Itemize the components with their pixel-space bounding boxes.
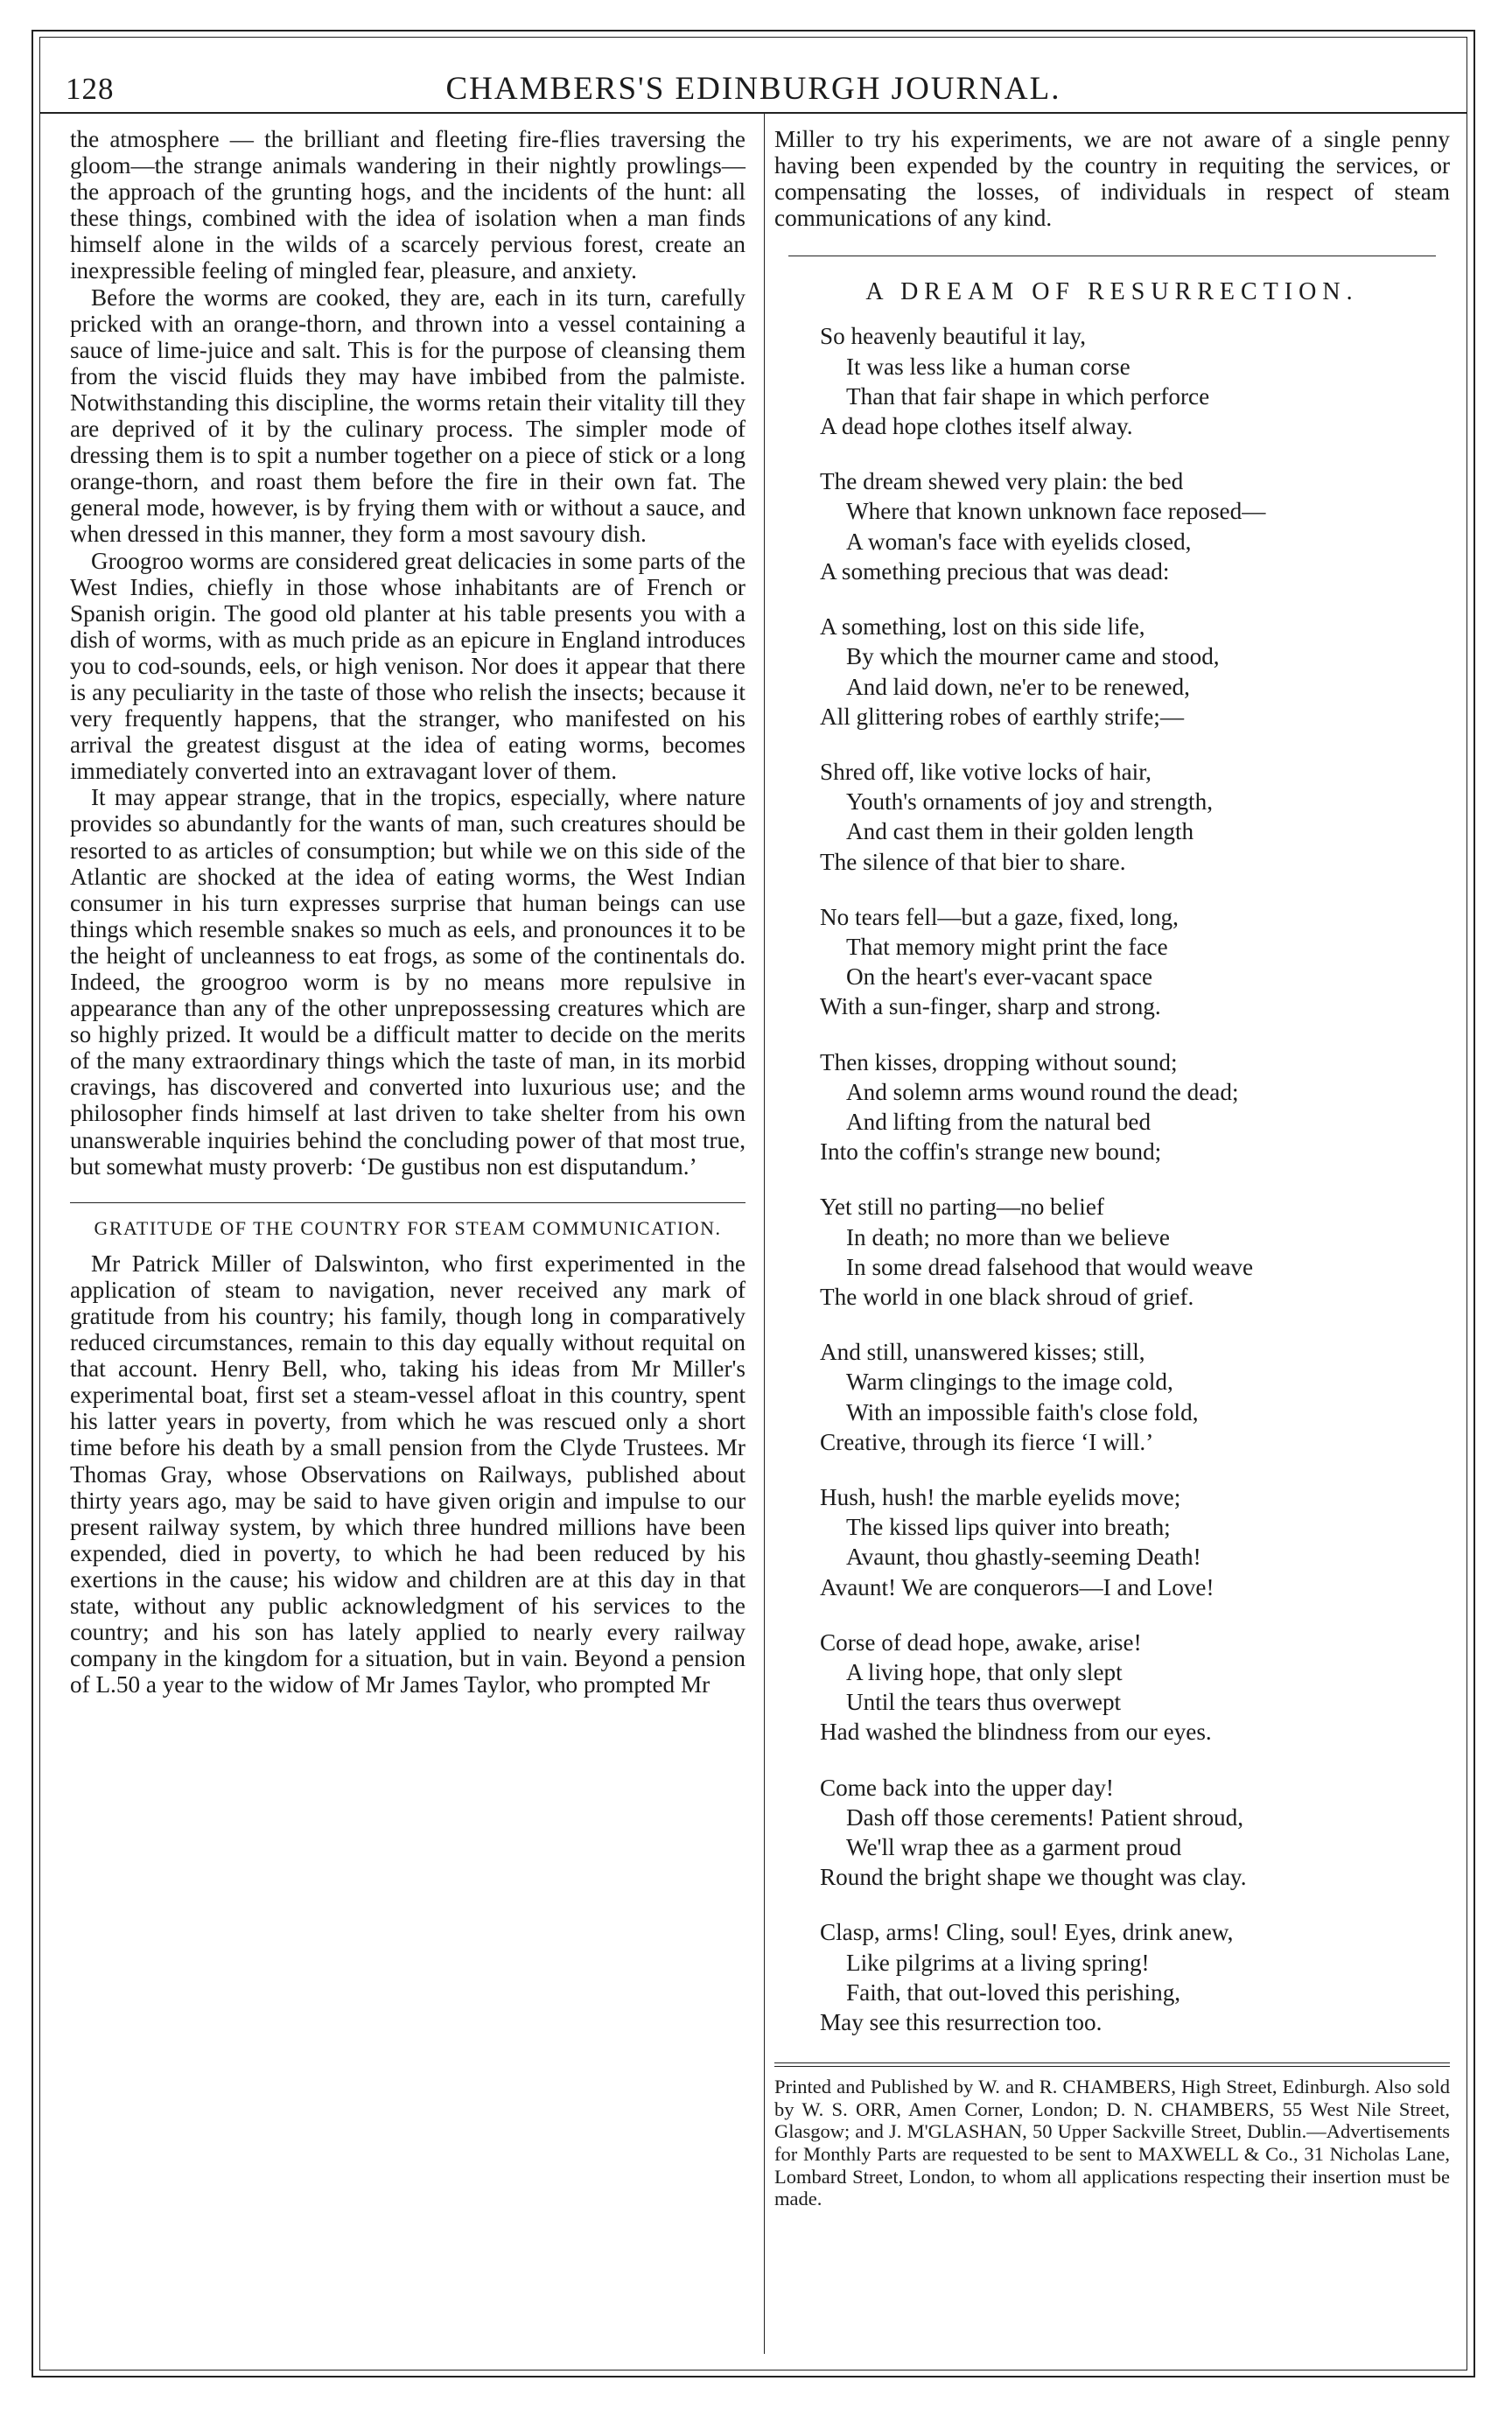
- poem: [820, 321, 1450, 2037]
- poem-line: Youth's ornaments of joy and strength,: [846, 788, 1213, 816]
- poem-line: Clasp, arms! Cling, soul! Eyes, drink anew,: [820, 1919, 1234, 1946]
- poem-line: On the heart's ever-vacant space: [846, 963, 1153, 991]
- poem-line: The kissed lips quiver into breath;: [846, 1514, 1171, 1541]
- poem-line: And solemn arms wound round the dead;: [846, 1078, 1239, 1105]
- poem-line: It was less like a human corse: [846, 353, 1130, 380]
- poem-line: All glittering robes of earthly strife;—: [820, 703, 1185, 730]
- poem-line: Then kisses, dropping without sound;: [820, 1048, 1178, 1075]
- poem-line: The world in one black shroud of grief.: [820, 1283, 1194, 1310]
- poem-line: That memory might print the face: [846, 933, 1168, 960]
- page-header: [39, 37, 1467, 114]
- poem-line: Hush, hush! the marble eyelids move;: [820, 1483, 1181, 1510]
- poem-line: In some dread falsehood that would weave: [846, 1253, 1254, 1280]
- poem-line: We'll wrap thee as a garment proud: [846, 1834, 1182, 1860]
- poem-title: A DREAM OF RESURRECTION.: [865, 278, 1359, 306]
- paragraph: Miller to try his experiments, we are not aware of a single penny having been expended by the country in requiting the services, or compensating the losses, of individuals in respect of steam communications of any kind.: [774, 126, 1450, 232]
- poem-line: Than that fair shape in which perforce: [846, 382, 1210, 410]
- poem-line: A something, lost on this side life,: [820, 613, 1145, 641]
- poem-line: A woman's face with eyelids closed,: [846, 528, 1192, 555]
- poem-line: Where that known unknown face reposed—: [846, 498, 1266, 525]
- poem-line: Avaunt! We are conquerors—I and Love!: [820, 1573, 1214, 1600]
- poem-line: Warm clingings to the image cold,: [846, 1369, 1173, 1396]
- poem-line: The silence of that bier to share.: [820, 848, 1126, 875]
- poem-line: May see this resurrection too.: [820, 2009, 1102, 2036]
- paragraph: Mr Patrick Miller of Dalswinton, who first experimented in the application of steam to navigation, never received any mark of gratitude from his country; his family, though long in comparatively reduced circumstances, remain to this day equally without requital on that account. Henry Bell, who, taking his ideas from Mr Miller's experimental boat, first set a steam-vessel afloat in this country, spent his latter years in poverty, from which he was rescued only a short time before his death by a small pension from the Clyde Trustees. Mr Thomas Gray, whose Observations on Railways, published about thirty years ago, may be said to have given origin and impulse to our present railway system, by which three hundred millions have been expended, died in poverty, to which he had been reduced by his exertions in the cause; his widow and children are at this day in that state, without any public acknowledgment of his services to the country; and his son has lately applied to nearly every railway company in the kingdom for a situation, but in vain. Beyond a pension of L.50 a year to the widow of Mr James Taylor, who prompted Mr: [70, 1250, 746, 1698]
- column-divider: [764, 114, 765, 2354]
- poem-stanza: [820, 321, 1450, 441]
- left-column: [70, 126, 746, 1698]
- poem-line: Like pilgrims at a living spring!: [846, 1949, 1150, 1976]
- poem-line: With a sun-finger, sharp and strong.: [820, 993, 1161, 1020]
- imprint: Printed and Published by W. and R. CHAMBERS, High Street, Edinburgh. Also sold by W. S. ORR, Amen Corner, London; D. N. CHAMBERS, 55 West Nile Street, Glasgow; and J. M'GLASHAN, 50 Upper Sackville Street, Dublin.—Advertisements for Monthly Parts are requested to be sent to MAXWELL & Co., 31 Nicholas Lane, Lombard Street, London, to whom all applications respecting their insertion must be made.: [774, 2076, 1450, 2210]
- poem-line: In death; no more than we believe: [846, 1223, 1170, 1250]
- poem-line: And laid down, ne'er to be renewed,: [846, 673, 1190, 700]
- poem-stanza: [820, 1192, 1450, 1312]
- section-divider: [70, 1202, 746, 1203]
- poem-line: Corse of dead hope, awake, arise!: [820, 1628, 1142, 1656]
- paragraph: Groogroo worms are considered great delicacies in some parts of the West Indies, chiefly in those whose inhabitants are of French or Spanish origin. The good old planter at his table presents you with a dish of worms, with as much pride as an epicure in England introduces you to cod-sounds, eels, or high venison. Nor does it appear that there is any peculiarity in the taste of those who relish the insects; because it very frequently happens, that the stranger, who manifested on his arrival the greatest disgust at the idea of eating worms, becomes immediately converted into an extravagant lover of them.: [70, 547, 746, 785]
- poem-line: With an impossible faith's close fold,: [846, 1398, 1199, 1425]
- poem-stanza: [820, 1628, 1450, 1747]
- paragraph: It may appear strange, that in the tropics, especially, where nature provides so abundantly for the wants of man, such creatures should be resorted to as articles of consumption; but while we on this side of the Atlantic are shocked at the idea of eating worms, the West Indian consumer in his turn expresses surprise that human beings can use things which resemble snakes so much as eels, and pronounces it to be the height of uncleanness to eat frogs, as some of the continentals do. Indeed, the groogroo worm is by no means more repulsive in appearance than any of the other unprepossessing creatures which are so highly prized. It would be a difficult matter to decide on the merits of the many extraordinary things which the taste of man, in its morbid cravings, has discovered and converted into luxurious use; and the philosopher finds himself at last driven to take shelter from his own unanswerable inquiries behind the concluding power of that most true, but somewhat musty proverb: ‘De gustibus non est disputandum.’: [70, 784, 746, 1180]
- poem-line: Yet still no parting—no belief: [820, 1194, 1104, 1221]
- poem-line: Dash off those cerements! Patient shroud,: [846, 1803, 1244, 1831]
- poem-line: Avaunt, thou ghastly-seeming Death!: [846, 1544, 1201, 1571]
- poem-stanza: [820, 1773, 1450, 1893]
- poem-line: Shred off, like votive locks of hair,: [820, 758, 1152, 785]
- poem-line: Come back into the upper day!: [820, 1774, 1114, 1801]
- poem-line: Until the tears thus overwept: [846, 1689, 1122, 1716]
- poem-line: Round the bright shape we thought was clay.: [820, 1864, 1247, 1891]
- poem-stanza: [820, 1047, 1450, 1167]
- poem-line: Creative, through its fierce ‘I will.’: [820, 1428, 1154, 1455]
- poem-stanza: [820, 466, 1450, 586]
- paragraph: Before the worms are cooked, they are, each in its turn, carefully pricked with an orange-thorn, and thrown into a vessel containing a sauce of lime-juice and salt. This is for the purpose of cleansing them from the viscid fluids they may have imbibed from the palmiste. Notwithstanding this discipline, the worms retain their vitality till they are deprived of it by the culinary process. The simpler mode of dressing them is to spit a number together on a piece of stick or a long orange-thorn, and roast them before the fire in their own fat. The general mode, however, is by frying them with or without a sauce, and when dressed in this manner, they form a most savoury dish.: [70, 284, 746, 548]
- poem-stanza: [820, 612, 1450, 732]
- article-title: GRATITUDE OF THE COUNTRY FOR STEAM COMMUNICATION.: [94, 1216, 722, 1239]
- imprint-divider: [774, 2062, 1450, 2067]
- poem-line: Faith, that out-loved this perishing,: [846, 1978, 1181, 2006]
- poem-stanza: [820, 902, 1450, 1022]
- poem-line: No tears fell—but a gaze, fixed, long,: [820, 903, 1179, 930]
- paragraph: the atmosphere — the brilliant and fleeting fire-flies traversing the gloom—the strange animals wandering in their nightly prowlings—the approach of the grunting hogs, and the incidents of the hunt: all these things, combined with the idea of isolation when a man finds himself alone in the wilds of a scarcely pervious forest, create an inexpressible feeling of mingled fear, pleasure, and anxiety.: [70, 126, 746, 284]
- poem-line: A living hope, that only slept: [846, 1658, 1123, 1685]
- poem-stanza: [820, 1917, 1450, 2037]
- right-column: [774, 126, 1450, 2210]
- poem-stanza: [820, 1482, 1450, 1602]
- poem-line: And lifting from the natural bed: [846, 1108, 1152, 1135]
- poem-line: Into the coffin's strange new bound;: [820, 1138, 1162, 1166]
- poem-line: And still, unanswered kisses; still,: [820, 1339, 1145, 1366]
- poem-line: The dream shewed very plain: the bed: [820, 468, 1184, 495]
- poem-line: By which the mourner came and stood,: [846, 643, 1220, 670]
- journal-title: CHAMBERS'S EDINBURGH JOURNAL.: [445, 71, 1061, 107]
- poem-line: Had washed the blindness from our eyes.: [820, 1719, 1212, 1746]
- page-number: 128: [66, 72, 115, 106]
- poem-stanza: [820, 1337, 1450, 1457]
- poem-line: So heavenly beautiful it lay,: [820, 323, 1087, 350]
- poem-stanza: [820, 757, 1450, 877]
- poem-line: A dead hope clothes itself alway.: [820, 413, 1133, 440]
- poem-line: And cast them in their golden length: [846, 818, 1194, 845]
- poem-line: A something precious that was dead:: [820, 557, 1170, 585]
